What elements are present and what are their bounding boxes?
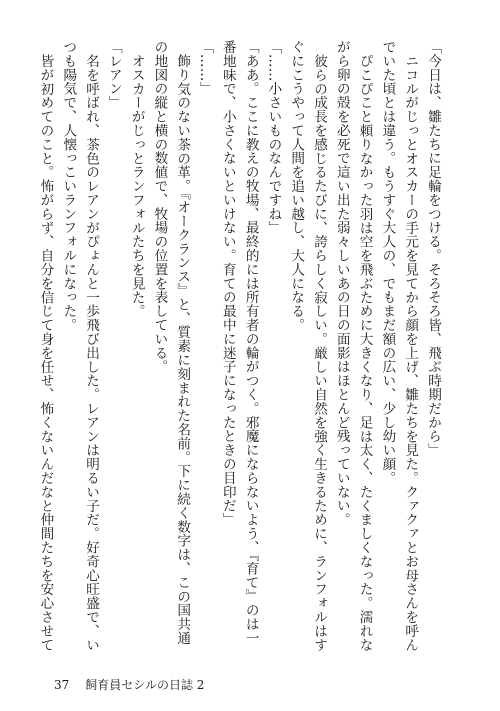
- text-line: でいた頃とは違う。もうすぐ大人の、でもまだ額の広い、少し幼い顔。: [379, 40, 396, 485]
- text-line: 番地味で、小さくないといけない。育ての最中に迷子になったときの目印だ」: [219, 40, 236, 527]
- text-line: ぴこぴこと頼りなかった羽は空を飛ぶために大きくなり、足は太く、たくましくなった。濡れな: [356, 53, 373, 652]
- text-line: 「ああ。ここに教えの牧場、最終的には所有者の輪がつく。邪魔にならないよう、『育て』のは一: [242, 40, 259, 645]
- vertical-text-body: [37, 40, 444, 652]
- text-line: 「今日は、雛たちに足輪をつける。そろそろ皆、飛ぶ時期だから」: [425, 40, 441, 457]
- text-line: がら卵の殻を必死で這い出た弱々しいあの日の面影はほとんど残っていない。: [333, 40, 350, 527]
- text-line: 飾り気のない茶の革。『オークランス』と、質素に刻まれた名前。下に続く数字は、この国共通: [174, 53, 191, 645]
- page-footer: [54, 676, 204, 693]
- text-line: ニコルがじっとオスカーの手元を見てから顔を上げ、雛たちを見た。クァクァとお母さんを呼ん: [402, 53, 419, 652]
- text-line: 「……」: [197, 40, 214, 96]
- text-line: つも陽気で、人懐っこいランフォルになった。: [60, 40, 77, 332]
- page-number: 37: [54, 678, 70, 692]
- text-line: 名を呼ばれ、茶色のレアンがぴょんと一歩飛び出した。レアンは明るい子だ。好奇心旺盛で、い: [83, 53, 100, 652]
- running-title: 飼育員セシルの日誌 2: [85, 678, 205, 692]
- text-line: 「……小さいものなんですね」: [265, 40, 282, 235]
- text-line: の地図の縦と横の数値で、牧場の位置を表している。: [151, 40, 168, 374]
- text-line: ぐにこうやって人間を追い越し、大人になる。: [288, 40, 305, 332]
- text-line: 彼らの成長を感じるたびに、誇らしく寂しい。厳しい自然を強く生きるために、ランフォルはす: [311, 53, 328, 652]
- text-line: オスカーがじっとランフォルたちを見た。: [128, 53, 145, 318]
- text-line: 皆が初めてのこと。怖がらず、自分を信じて身を任せ、怖くないんだなと仲間たちを安心させて: [37, 53, 54, 652]
- text-line: 「レアン」: [105, 40, 122, 110]
